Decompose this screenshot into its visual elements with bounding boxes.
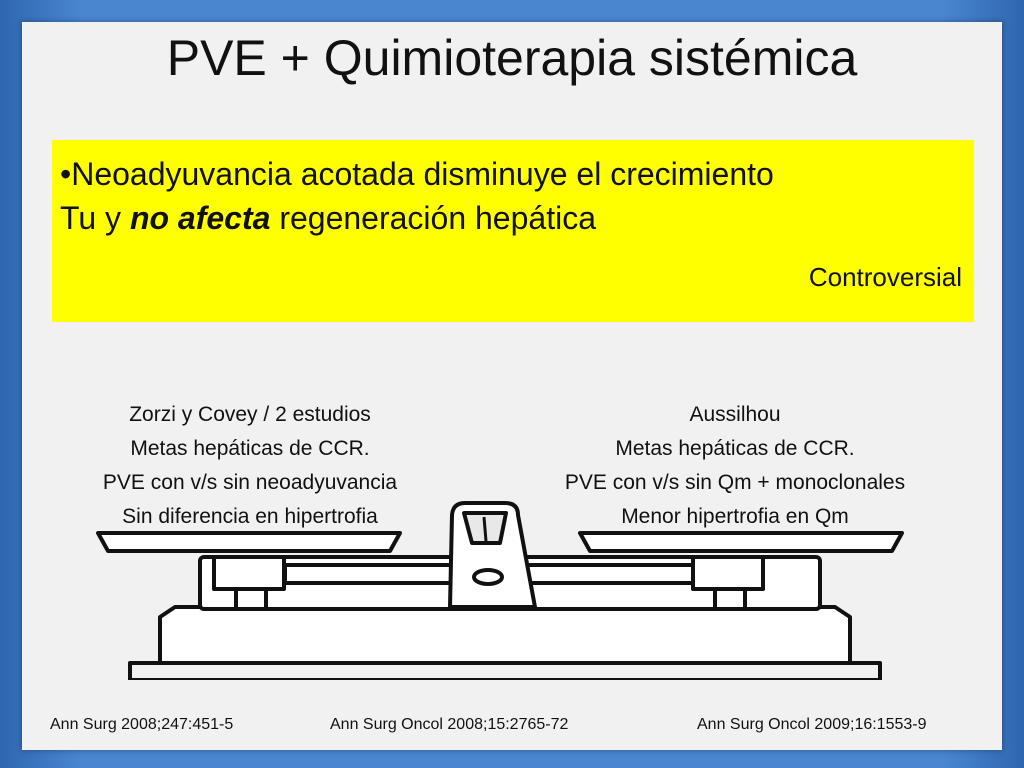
- right-study-line: Menor hipertrofia en Qm: [621, 505, 849, 528]
- reference: Ann Surg Oncol 2008;15:2765-72: [330, 716, 569, 733]
- reference: Ann Surg Oncol 2009;16:1553-9: [697, 716, 927, 733]
- left-study-line: Sin diferencia en hipertrofia: [122, 505, 378, 528]
- bullet-line-2-suffix: regeneración hepática: [270, 200, 596, 236]
- bullet-emphasis: no afecta: [129, 200, 271, 236]
- left-study-line: Zorzi y Covey / 2 estudios: [129, 403, 371, 426]
- left-study-line: Metas hepáticas de CCR.: [130, 437, 370, 460]
- slide-title: PVE + Quimioterapia sistémica: [166, 30, 858, 86]
- left-study-line: PVE con v/s sin neoadyuvancia: [102, 471, 398, 494]
- right-study: [505, 398, 965, 534]
- bullet-line-2-prefix: Tu y: [60, 200, 130, 236]
- bullet-line-1: •Neoadyuvancia acotada disminuye el crecimiento: [60, 156, 774, 192]
- right-study-line: PVE con v/s sin Qm + monoclonales: [564, 471, 906, 494]
- controversial-tag: Controversial: [808, 262, 962, 292]
- reference: Ann Surg 2008;247:451-5: [50, 716, 234, 733]
- right-study-line: Metas hepáticas de CCR.: [615, 437, 855, 460]
- left-study: [60, 398, 440, 534]
- bullet-text: [60, 152, 960, 240]
- bullet-line-2: [60, 196, 960, 240]
- right-study-line: Aussilhou: [689, 403, 781, 426]
- references: [0, 716, 1024, 742]
